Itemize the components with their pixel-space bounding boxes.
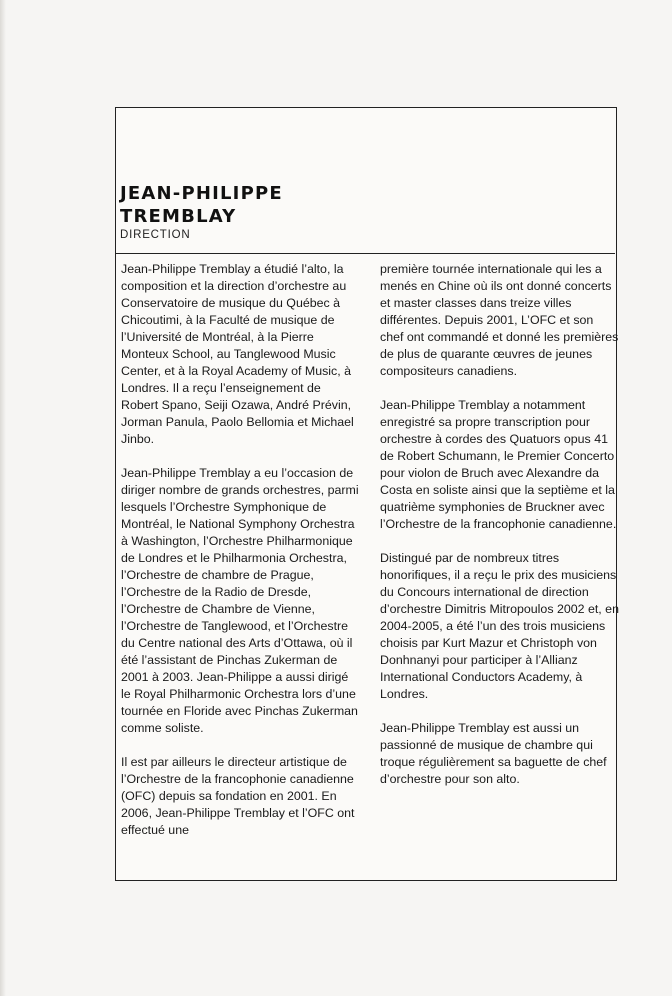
bio-paragraph: première tournée internationale qui les a menés en Chine où ils ont donné concerts et master classes dans treize villes différentes. Depuis 2001, L’OFC et son chef ont commandé et donné les premières de plus de quarante œuvres de jeunes compositeurs canadiens. <box>380 262 619 378</box>
bio-column-right <box>380 261 620 805</box>
header-divider <box>116 253 615 254</box>
bio-paragraph: Distingué par de nombreux titres honorifiques, il a reçu le prix des musiciens du Concours international de direction d’orchestre Dimitris Mitropoulos 2002 et, en 2004-2005, a été l’un des trois musiciens choisis par Kurt Mazur et Christoph von Donhnanyi pour participer à l’Allianz International Conductors Academy, à Londres. <box>380 551 619 701</box>
bio-paragraph: Il est par ailleurs le directeur artistique de l’Orchestre de la francophonie canadienne (OFC) depuis sa fondation en 2001. En 2006, Jean-Philippe Tremblay et l’OFC ont effectué une <box>121 755 355 837</box>
bio-column-left <box>121 261 361 856</box>
biography-box <box>115 107 617 881</box>
bio-header <box>120 182 283 242</box>
artist-role: DIRECTION <box>120 229 191 241</box>
artist-name <box>120 182 283 228</box>
page-edge-shadow <box>0 0 6 996</box>
artist-name-line2: TREMBLAY <box>120 206 237 227</box>
bio-paragraph: Jean-Philippe Tremblay a eu l’occasion de diriger nombre de grands orchestres, parmi lesquels l’Orchestre Symphonique de Montréal, le National Symphony Orchestra à Washington, l’Orchestre Philharmonique de Londres et le Philharmonia Orchestra, l’Orchestre de chambre de Prague, l’Orchestre de la Radio de Dresde, l’Orchestre de Chambre de Vienne, l’Orchestre de Tanglewood, et l’Orchestre du Centre national des Arts d’Ottawa, où il été l’assistant de Pinchas Zukerman de 2001 à 2003. Jean-Philippe a aussi dirigé le Royal Philharmonic Orchestra lors d’une tournée en Floride avec Pinchas Zukerman comme soliste. <box>121 466 359 735</box>
bio-paragraph: Jean-Philippe Tremblay a étudié l’alto, la composition et la direction d’orchestre au Conservatoire de musique du Québec à Chicoutimi, à la Faculté de musique de l’Université de Montréal, à la Pierre Monteux School, au Tanglewood Music Center, et à la Royal Academy of Music, à Londres. Il a reçu l’enseignement de Robert Spano, Seiji Ozawa, André Prévin, Jorman Panula, Paolo Bellomia et Michael Jinbo. <box>121 262 354 446</box>
bio-paragraph: Jean-Philippe Tremblay a notamment enregistré sa propre transcription pour orchestre à cordes des Quatuors opus 41 de Robert Schumann, le Premier Concerto pour violon de Bruch avec Alexandre da Costa en soliste ainsi que la septième et la quatrième symphonies de Bruckner avec l’Orchestre de la francophonie canadienne. <box>380 398 617 531</box>
artist-name-line1: JEAN-PHILIPPE <box>120 183 283 204</box>
bio-paragraph: Jean-Philippe Tremblay est aussi un passionné de musique de chambre qui troque régulièrement sa baguette de chef d’orchestre pour son alto. <box>380 721 607 786</box>
